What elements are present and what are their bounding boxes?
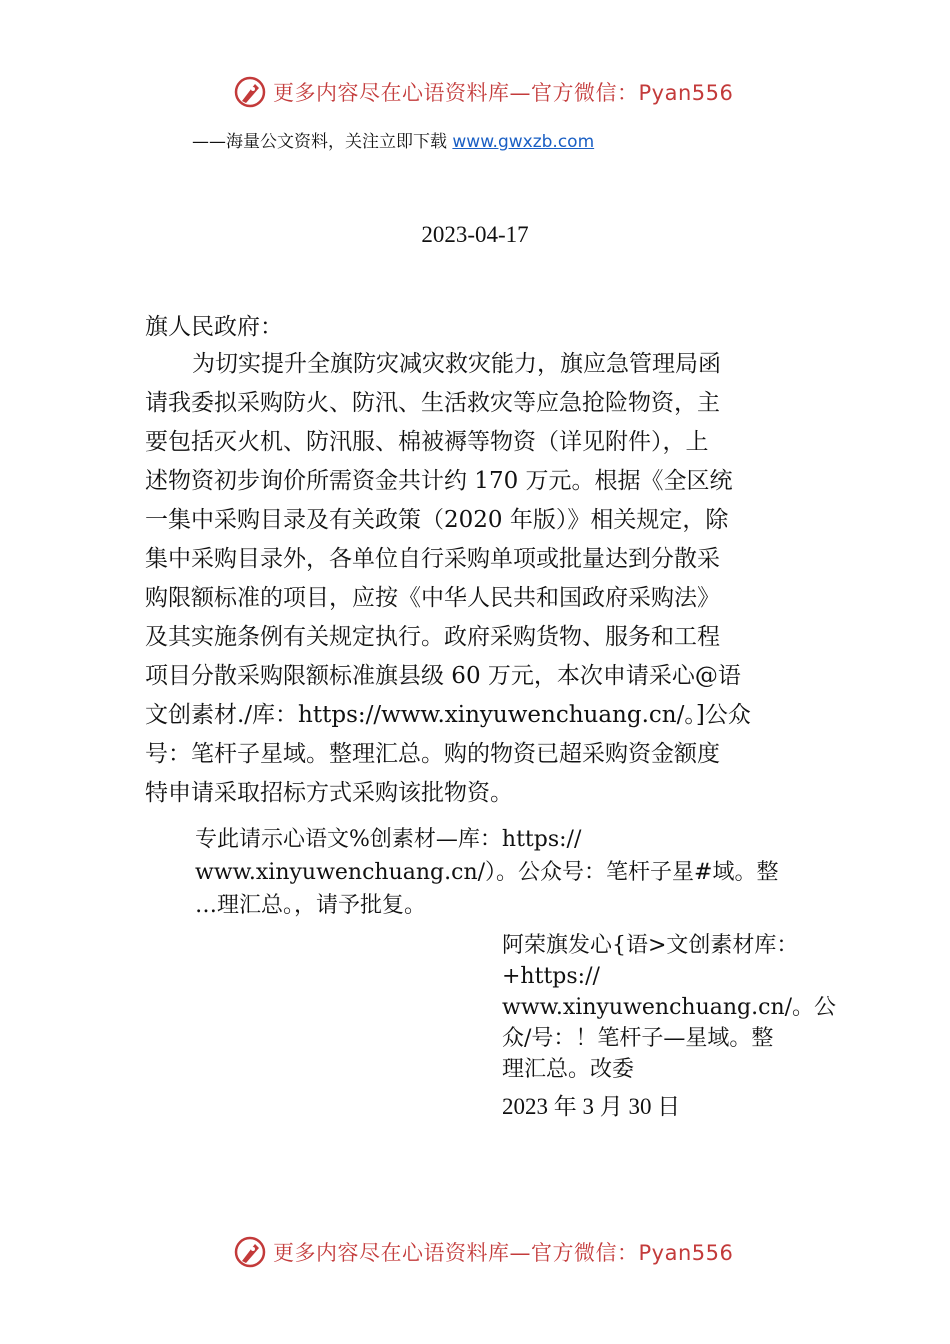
signature-line: 阿荣旗发心{语>文创素材库：: [502, 933, 799, 958]
pen-nib-logo-icon: [233, 75, 267, 109]
banner-main-text: 更多内容尽在心语资料库—: [273, 81, 531, 105]
signature-line: www.xinyuwenchuang.cn/。公: [502, 995, 837, 1020]
banner-wechat-text: 官方微信：Pyan556: [531, 1241, 734, 1265]
tagline-text: ——海量公文资料，关注立即下载: [192, 132, 453, 152]
body-line: 号：笔杆子星域。整理汇总。购的物资已超采购资金额度: [145, 741, 720, 767]
body-line: 项目分散采购限额标准旗县级 60 万元，本次申请采心@语: [145, 663, 741, 689]
body-line: 集中采购目录外，各单位自行采购单项或批量达到分散采: [145, 546, 720, 572]
tagline: [192, 127, 594, 152]
body-line: 文创素材./库：https://www.xinyuwenchuang.cn/。]公众: [145, 702, 751, 728]
document-date: 2023-04-17: [421, 222, 529, 247]
banner-text: [273, 1237, 733, 1267]
pen-nib-logo-icon: [233, 1235, 267, 1269]
signature-block: [502, 930, 842, 1085]
body-line: 为切实提升全旗防灾减灾救灾能力，旗应急管理局函: [192, 351, 721, 377]
body-line: 特申请采取招标方式采购该批物资。: [145, 780, 513, 806]
body-paragraph: [145, 345, 845, 813]
body-line: 购限额标准的项目，应按《中华人民共和国政府采购法》: [145, 585, 720, 611]
download-link[interactable]: www.gwxzb.com: [452, 132, 595, 152]
body-line: 一集中采购目录及有关政策（2020 年版）》相关规定，除: [145, 507, 729, 533]
signature-date: 2023 年 3 月 30 日: [502, 1094, 681, 1119]
signature-line: 理汇总。改委: [502, 1057, 635, 1082]
signature-line: 众/号：！笔杆子—星域。整: [502, 1026, 774, 1051]
body-line: 述物资初步询价所需资金共计约 170 万元。根据《全区统: [145, 468, 733, 494]
salutation: 旗人民政府：: [145, 314, 283, 340]
signature-line: +https://: [502, 964, 600, 989]
header-banner: [233, 72, 753, 112]
banner-main-text: 更多内容尽在心语资料库—: [273, 1241, 531, 1265]
footer-banner: [233, 1232, 753, 1272]
body-line: 请我委拟采购防火、防汛、生活救灾等应急抢险物资，主: [145, 390, 720, 416]
body-line: 要包括灭火机、防汛服、棉被褥等物资（详见附件），上: [145, 429, 709, 455]
closing-paragraph: [195, 823, 855, 922]
body-line: 及其实施条例有关规定执行。政府采购货物、服务和工程: [145, 624, 720, 650]
banner-text: [273, 77, 733, 107]
banner-wechat-text: 官方微信：Pyan556: [531, 81, 734, 105]
closing-line: …理汇总。，请予批复。: [195, 893, 427, 918]
closing-line: 专此请示心语文%创素材—库：https://: [195, 827, 582, 852]
closing-line: www.xinyuwenchuang.cn/）。公众号：笔杆子星#域。整: [195, 860, 779, 885]
